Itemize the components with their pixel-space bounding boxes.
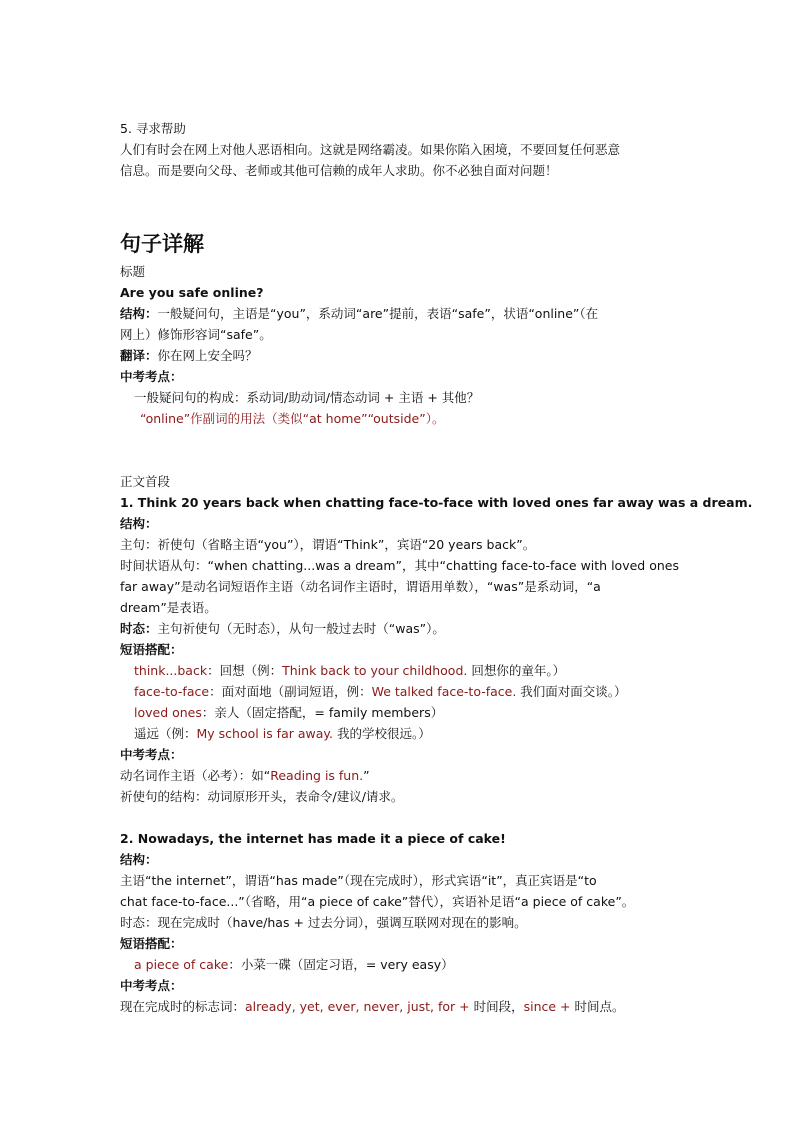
phrase-example: Think back to your childhood. [282,663,468,678]
structure-label: 结构： [120,852,158,867]
document-page [120,118,753,1017]
exam-point: 祈使句的结构：动词原形开头，表命令/建议/请求。 [120,789,404,804]
structure-label: 结构： [120,516,158,531]
exam-example: already, yet, ever, never, just, for + [245,999,470,1014]
phrase-term: think...back [134,663,208,678]
section-5-paragraph-line: 信息。而是要向父母、老师或其他可信赖的成年人求助。你不必独自面对问题！ [120,163,558,178]
structure-text: 主语“the internet”，谓语“has made”（现在完成时），形式宾语“it”，真正宾语是“to [120,873,597,888]
tense-text: 时态：现在完成时（have/has + 过去分词），强调互联网对现在的影响。 [120,915,527,930]
exam-points-label: 中考考点： [120,369,183,384]
phrase-item: face-to-face：面对面地（副词短语，例：We talked face-to-face. 我们面对面交谈。） [134,684,627,699]
structure-text: 一般疑问句，主语是“you”，系动词“are”提前，表语“safe”，状语“online”（在 [157,306,599,321]
tense-label: 时态： [120,621,158,636]
phrase-term: a piece of cake [134,957,229,972]
exam-points-label: 中考考点： [120,978,183,993]
sentence-1: 1. Think 20 years back when chatting face-to-face with loved ones far away was a dream. [120,495,753,510]
phrase-item: 遥远（例：My school is far away. 我的学校很远。） [134,726,431,741]
translation-text: 你在网上安全吗？ [157,348,258,363]
phrase-item: think...back：回想（例：Think back to your childhood. 回想你的童年。） [134,663,566,678]
tense-text: 主句祈使句（无时态），从句一般过去时（“was”）。 [157,621,445,636]
subordinate-clause-text: far away”是动名词短语作主语（动名词作主语时，谓语用单数），“was”是系动词，“a [120,579,601,594]
structure-label: 结构： [120,306,158,321]
exam-points-label: 中考考点： [120,747,183,762]
main-clause-text: 主句：祈使句（省略主语“you”），谓语“Think”，宾语“20 years back”。 [120,537,536,552]
title-label: 标题 [120,264,146,279]
structure-text: 网上）修饰形容词“safe”。 [120,327,272,342]
section-5-heading: 5. 寻求帮助 [120,121,186,136]
exam-point: “online”作副词的用法（类似“at home”“outside”）。 [140,411,445,426]
subordinate-clause-text: 时间状语从句：“when chatting...was a dream”，其中“chatting face-to-face with loved ones [120,558,679,573]
section-title: 句子详解 [120,232,204,256]
phrases-label: 短语搭配： [120,642,183,657]
exam-point: 现在完成时的标志词：already, yet, ever, never, just, for + 时间段，since + 时间点。 [120,999,625,1014]
translation-label: 翻译： [120,348,158,363]
structure-text: chat face-to-face...”（省略，用“a piece of cake”替代），宾语补足语“a piece of cake”。 [120,894,635,909]
exam-point: 动名词作主语（必考）：如“Reading is fun.” [120,768,370,783]
exam-example: since + [523,999,571,1014]
section-5-paragraph-line: 人们有时会在网上对他人恶语相向。这就是网络霸凌。如果你陷入困境，不要回复任何恶意 [120,142,621,157]
exam-example: Reading is fun. [270,768,364,783]
phrase-example: We talked face-to-face. [371,684,517,699]
sentence-2: 2. Nowadays, the internet has made it a piece of cake! [120,831,506,846]
paragraph-label: 正文首段 [120,474,171,489]
phrase-term: loved ones [134,705,202,720]
exam-point: 一般疑问句的构成：系动词/助动词/情态动词 + 主语 + 其他？ [134,390,480,405]
phrase-item: loved ones：亲人（固定搭配，= family members） [134,705,444,720]
title-sentence: Are you safe online? [120,285,264,300]
subordinate-clause-text: dream”是表语。 [120,600,217,615]
phrase-item: a piece of cake：小菜一碟（固定习语，= very easy） [134,957,454,972]
phrase-example: My school is far away. [196,726,333,741]
phrase-term: face-to-face [134,684,210,699]
phrases-label: 短语搭配： [120,936,183,951]
